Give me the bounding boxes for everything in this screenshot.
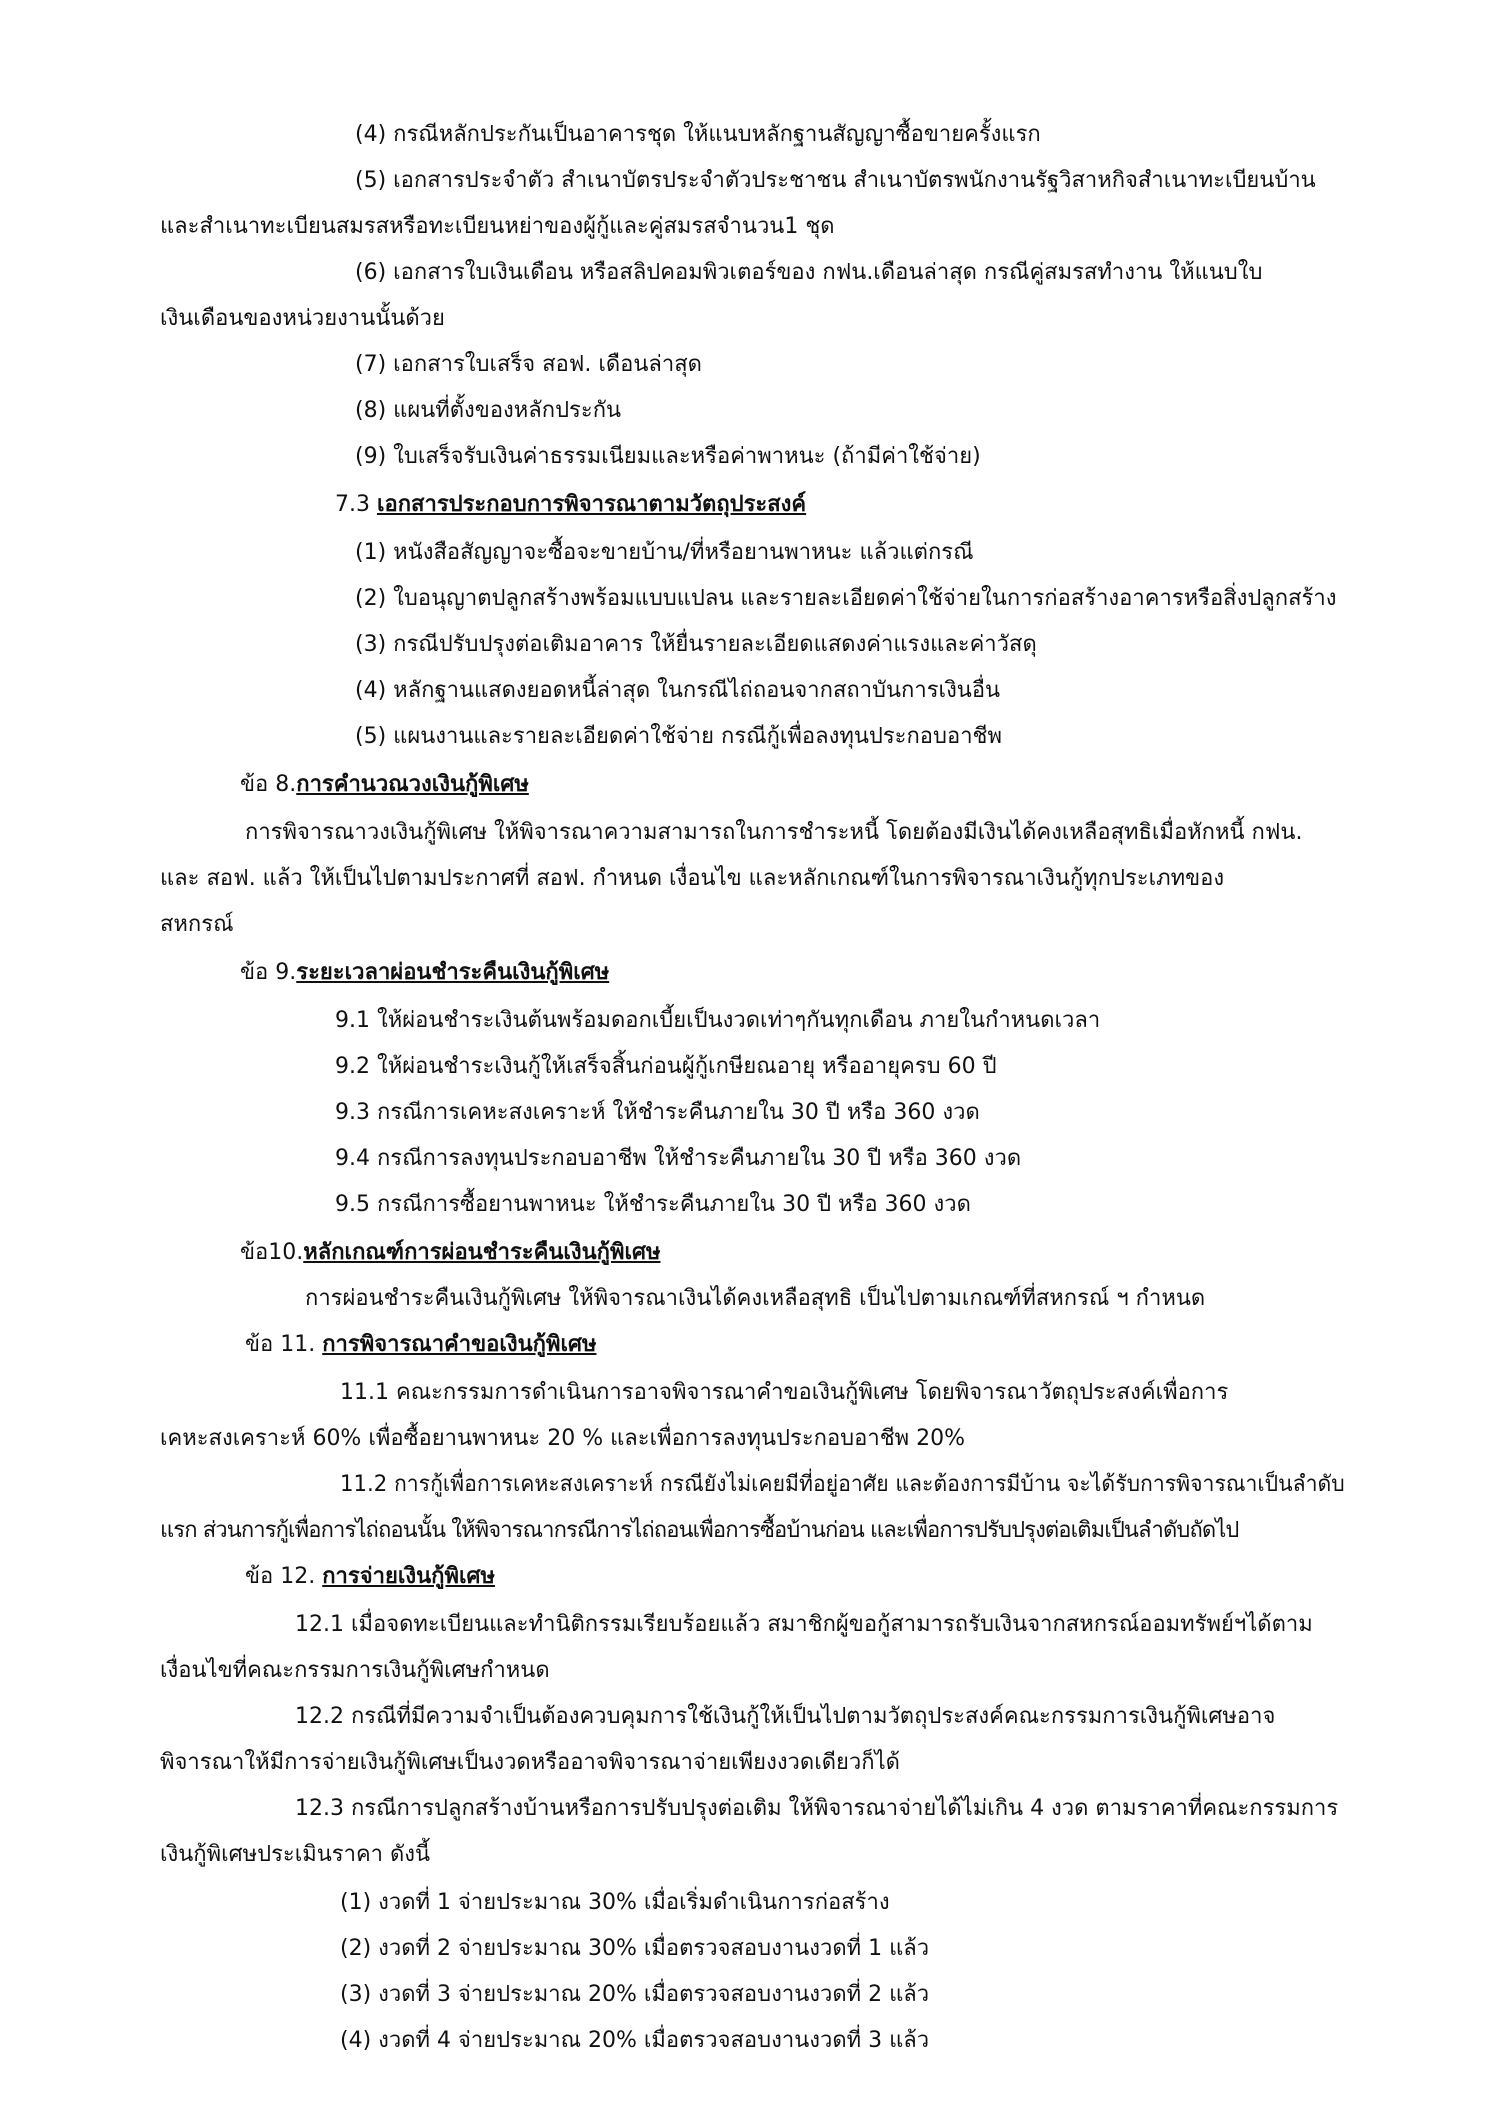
section-12-number: ข้อ 12.	[245, 1564, 323, 1589]
section-8-text-line1: การพิจารณาวงเงินกู้พิเศษ ให้พิจารณาความสามารถในการชำระหนี้ โดยต้องมีเงินได้คงเหลือสุทธิเมื่อหักหนี้ กฟน.	[245, 820, 1303, 845]
section-7-3-number: 7.3	[335, 492, 377, 517]
item-7-2-5-line1: (5) เอกสารประจำตัว สำเนาบัตรประจำตัวประชาชน สำเนาบัตรพนักงานรัฐวิสาหกิจสำเนาทะเบียนบ้าน	[355, 168, 1316, 193]
item-7-3-4: (4) หลักฐานแสดงยอดหนี้ล่าสุด ในกรณีไถ่ถอนจากสถาบันการเงินอื่น	[355, 678, 1001, 703]
item-7-2-6-line1: (6) เอกสารใบเงินเดือน หรือสลิปคอมพิวเตอร์ของ กฟน.เดือนล่าสุด กรณีคู่สมรสทำงาน ให้แนบใบ	[355, 260, 1263, 285]
item-9-4: 9.4 กรณีการลงทุนประกอบอาชีพ ให้ชำระคืนภายใน 30 ปี หรือ 360 งวด	[335, 1146, 1022, 1171]
item-12-1-line1: 12.1 เมื่อจดทะเบียนและทำนิติกรรมเรียบร้อยแล้ว สมาชิกผู้ขอกู้สามารถรับเงินจากสหกรณ์ออมทรัพย์ฯได้ตาม	[295, 1612, 1313, 1637]
item-12-2-line1: 12.2 กรณีที่มีความจำเป็นต้องควบคุมการใช้เงินกู้ให้เป็นไปตามวัตถุประสงค์คณะกรรมการเงินกู้พิเศษอาจ	[295, 1704, 1276, 1729]
section-8-number: ข้อ 8.	[240, 772, 297, 797]
item-7-2-9: (9) ใบเสร็จรับเงินค่าธรรมเนียมและหรือค่าพาหนะ (ถ้ามีค่าใช้จ่าย)	[355, 444, 981, 469]
section-8-text-line3: สหกรณ์	[160, 912, 234, 937]
item-7-2-6-line2: เงินเดือนของหน่วยงานนั้นด้วย	[160, 306, 445, 331]
section-7-3-heading	[335, 490, 806, 520]
item-12-3-sub3: (3) งวดที่ 3 จ่ายประมาณ 20% เมื่อตรวจสอบงานงวดที่ 2 แล้ว	[340, 1982, 930, 2007]
item-9-3: 9.3 กรณีการเคหะสงเคราะห์ ให้ชำระคืนภายใน 30 ปี หรือ 360 งวด	[335, 1100, 980, 1125]
item-12-3-line2: เงินกู้พิเศษประเมินราคา ดังนี้	[160, 1842, 431, 1867]
item-7-2-5-line2: และสำเนาทะเบียนสมรสหรือทะเบียนหย่าของผู้กู้และคู่สมรสจำนวน1 ชุด	[160, 214, 835, 239]
section-10-heading	[240, 1238, 660, 1268]
section-9-number: ข้อ 9.	[240, 960, 297, 985]
section-12-heading	[245, 1562, 495, 1592]
section-12-title: การจ่ายเงินกู้พิเศษ	[322, 1564, 495, 1589]
section-9-heading	[240, 958, 609, 988]
section-7-3-title: เอกสารประกอบการพิจารณาตามวัตถุประสงค์	[376, 492, 807, 517]
section-8-heading	[240, 770, 529, 800]
item-12-3-line1: 12.3 กรณีการปลูกสร้างบ้านหรือการปรับปรุงต่อเติม ให้พิจารณาจ่ายได้ไม่เกิน 4 งวด ตามราคาที่คณะกรรมการ	[295, 1796, 1339, 1821]
section-10-title: หลักเกณฑ์การผ่อนชำระคืนเงินกู้พิเศษ	[303, 1240, 661, 1265]
item-12-3-sub1: (1) งวดที่ 1 จ่ายประมาณ 30% เมื่อเริ่มดำเนินการก่อสร้าง	[340, 1890, 890, 1915]
item-9-1: 9.1 ให้ผ่อนชำระเงินต้นพร้อมดอกเบี้ยเป็นงวดเท่าๆกันทุกเดือน ภายในกำหนดเวลา	[335, 1008, 1101, 1033]
item-11-2-line1: 11.2 การกู้เพื่อการเคหะสงเคราะห์ กรณียังไม่เคยมีที่อยู่อาศัย และต้องการมีบ้าน จะได้รับการพิจารณาเป็นลำดับ	[340, 1472, 1345, 1497]
item-7-2-8: (8) แผนที่ตั้งของหลักประกัน	[355, 398, 622, 423]
item-7-3-1: (1) หนังสือสัญญาจะซื้อจะขายบ้าน/ที่หรือยานพาหนะ แล้วแต่กรณี	[355, 540, 974, 565]
item-7-3-2: (2) ใบอนุญาตปลูกสร้างพร้อมแบบแปลน และรายละเอียดค่าใช้จ่ายในการก่อสร้างอาคารหรือสิ่งปลูกสร้าง	[355, 586, 1337, 611]
section-11-heading	[245, 1330, 596, 1360]
item-12-1-line2: เงื่อนไขที่คณะกรรมการเงินกู้พิเศษกำหนด	[160, 1658, 550, 1683]
item-7-3-5: (5) แผนงานและรายละเอียดค่าใช้จ่าย กรณีกู้เพื่อลงทุนประกอบอาชีพ	[355, 724, 1002, 749]
item-12-2-line2: พิจารณาให้มีการจ่ายเงินกู้พิเศษเป็นงวดหรืออาจพิจารณาจ่ายเพียงงวดเดียวก็ได้	[160, 1750, 900, 1775]
section-9-title: ระยะเวลาผ่อนชำระคืนเงินกู้พิเศษ	[296, 960, 610, 985]
section-11-number: ข้อ 11.	[245, 1332, 323, 1357]
section-8-text-line2: และ สอฟ. แล้ว ให้เป็นไปตามประกาศที่ สอฟ. กำหนด เงื่อนไข และหลักเกณฑ์ในการพิจารณาเงินกู้ทุกประเภทของ	[160, 866, 1225, 891]
section-10-number: ข้อ10.	[240, 1240, 304, 1265]
item-7-2-4: (4) กรณีหลักประกันเป็นอาคารชุด ให้แนบหลักฐานสัญญาซื้อขายครั้งแรก	[355, 122, 1041, 147]
item-12-3-sub2: (2) งวดที่ 2 จ่ายประมาณ 30% เมื่อตรวจสอบงานงวดที่ 1 แล้ว	[340, 1936, 930, 1961]
item-11-2-line2: แรก ส่วนการกู้เพื่อการไถ่ถอนนั้น ให้พิจารณากรณีการไถ่ถอนเพื่อการซื้อบ้านก่อน และเพื่อการปรับปรุงต่อเติมเป็นลำดับถัดไป	[160, 1518, 1239, 1543]
section-11-title: การพิจารณาคำขอเงินกู้พิเศษ	[322, 1332, 597, 1357]
section-10-text: การผ่อนชำระคืนเงินกู้พิเศษ ให้พิจารณาเงินได้คงเหลือสุทธิ เป็นไปตามเกณฑ์ที่สหกรณ์ ฯ กำหนด	[305, 1286, 1206, 1311]
item-11-1-line1: 11.1 คณะกรรมการดำเนินการอาจพิจารณาคำขอเงินกู้พิเศษ โดยพิจารณาวัตถุประสงค์เพื่อการ	[340, 1380, 1229, 1405]
item-11-1-line2: เคหะสงเคราะห์ 60% เพื่อซื้อยานพาหนะ 20 % และเพื่อการลงทุนประกอบอาชีพ 20%	[160, 1426, 966, 1451]
item-9-5: 9.5 กรณีการซื้อยานพาหนะ ให้ชำระคืนภายใน 30 ปี หรือ 360 งวด	[335, 1192, 971, 1217]
item-7-3-3: (3) กรณีปรับปรุงต่อเติมอาคาร ให้ยื่นรายละเอียดแสดงค่าแรงและค่าวัสดุ	[355, 632, 1037, 657]
item-7-2-7: (7) เอกสารใบเสร็จ สอฟ. เดือนล่าสุด	[355, 352, 702, 377]
item-12-3-sub4: (4) งวดที่ 4 จ่ายประมาณ 20% เมื่อตรวจสอบงานงวดที่ 3 แล้ว	[340, 2028, 930, 2053]
section-8-title: การคำนวณวงเงินกู้พิเศษ	[296, 772, 529, 797]
item-9-2: 9.2 ให้ผ่อนชำระเงินกู้ให้เสร็จสิ้นก่อนผู้กู้เกษียณอายุ หรืออายุครบ 60 ปี	[335, 1054, 997, 1079]
